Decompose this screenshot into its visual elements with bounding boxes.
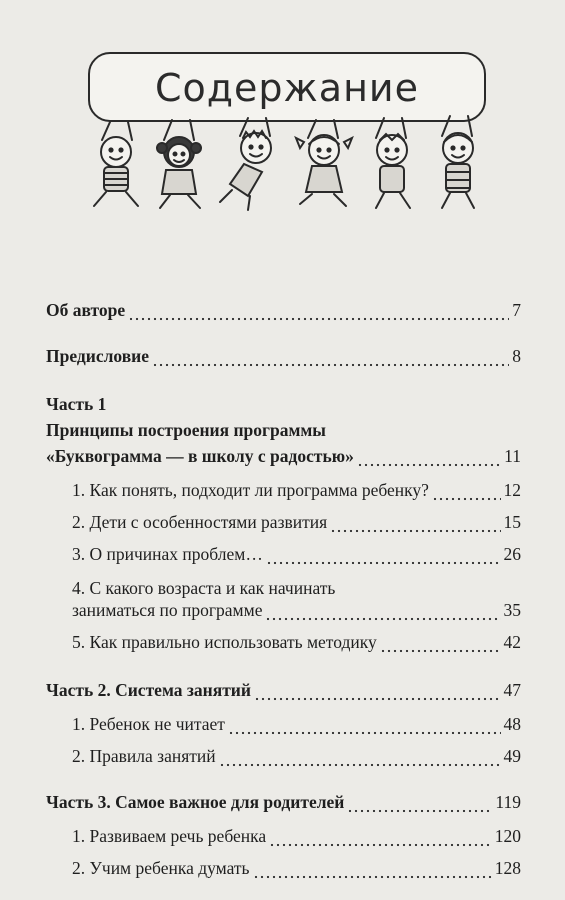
kid-illustration [376, 118, 410, 208]
kid-illustration [296, 120, 352, 206]
toc-entry-part3[interactable]: Часть 3. Самое важное для родителей 119 [46, 788, 521, 816]
children-illustration [80, 110, 500, 220]
dot-leader [266, 544, 501, 568]
toc-entry-preface[interactable]: Предисловие 8 [46, 342, 521, 370]
kid-illustration [94, 122, 138, 206]
part1-title-line1: Принципы построения программы [46, 420, 326, 440]
part1-item4-line1: 4. С какого возраста и как начинать [72, 578, 336, 598]
toc-entry-about-author[interactable]: Об авторе 7 [46, 296, 521, 324]
dot-leader [380, 632, 501, 656]
toc-entry-part3-item1[interactable]: 1. Развиваем речь ребенка 120 [72, 822, 521, 850]
toc-entry-part2-item1[interactable]: 1. Ребенок не читает 48 [72, 710, 521, 738]
dot-leader [265, 600, 500, 624]
toc-entry-part1-item4[interactable]: заниматься по программе 35 [72, 596, 521, 624]
page-title: Содержание [155, 66, 419, 110]
dot-leader [128, 300, 509, 324]
dot-leader [269, 826, 492, 850]
dot-leader [219, 746, 501, 770]
dot-leader [152, 346, 509, 370]
toc-entry-part2[interactable]: Часть 2. Система занятий 47 [46, 676, 521, 704]
dot-leader [432, 480, 501, 504]
toc-entry-part1-item1[interactable]: 1. Как понять, подходит ли программа ребенку? 12 [72, 476, 521, 504]
part1-label: Часть 1 [46, 394, 107, 414]
toc-entry-part2-item2[interactable]: 2. Правила занятий 49 [72, 742, 521, 770]
toc-entry-part1-item2[interactable]: 2. Дети с особенностями развития 15 [72, 508, 521, 536]
dot-leader [253, 858, 492, 882]
dot-leader [228, 714, 501, 738]
kid-illustration [220, 118, 271, 210]
toc-entry-part1-item5[interactable]: 5. Как правильно использовать методику 42 [72, 628, 521, 656]
kid-illustration [442, 116, 474, 208]
dot-leader [254, 680, 501, 704]
dot-leader [357, 446, 501, 470]
dot-leader [347, 792, 492, 816]
toc-entry-part1[interactable]: «Буквограмма — в школу с радостью» 11 [46, 442, 521, 470]
toc-entry-part3-item2[interactable]: 2. Учим ребенка думать 128 [72, 854, 521, 882]
dot-leader [330, 512, 500, 536]
toc-entry-part1-item3[interactable]: 3. О причинах проблем… 26 [72, 540, 521, 568]
kid-illustration [157, 120, 201, 208]
